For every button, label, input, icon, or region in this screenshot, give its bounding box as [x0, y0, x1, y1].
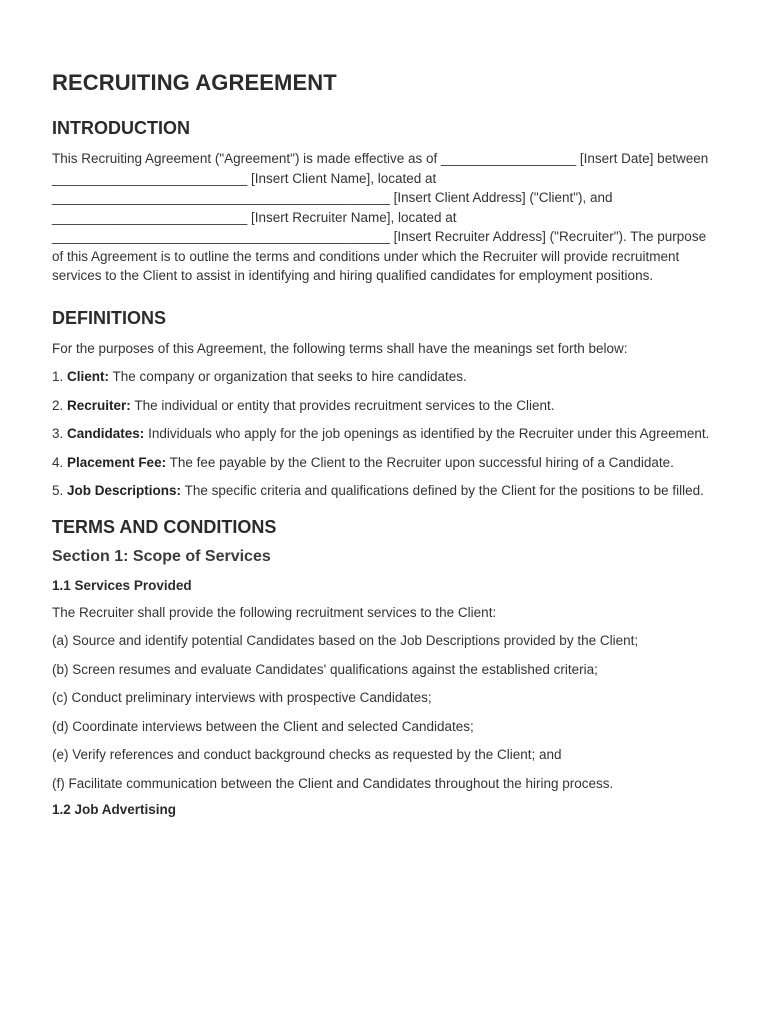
- clause-1-1-heading: 1.1 Services Provided: [52, 577, 192, 593]
- definition-term: Job Descriptions:: [67, 483, 182, 498]
- terms-heading: TERMS AND CONDITIONS: [52, 516, 277, 537]
- definition-item-job-descriptions: [52, 481, 718, 501]
- definitions-section: [52, 308, 718, 501]
- definition-number: 2.: [52, 397, 64, 413]
- introduction-paragraph: This Recruiting Agreement ("Agreement") is made effective as of __________________ [Insert Date] between __________________________ [Insert Client Name], located at _____________________________________________ [Insert Client Address] ("Client"), and __________________________ [Insert Recruiter Name], located at _____________________________________________ [Insert Recruiter Address] ("Recruiter"). The purpose of this Agreement is to outline the terms and conditions under which the Recruiter will provide recruitment services to the Client to assist in identifying and hiring qualified candidates for employment positions.: [52, 151, 709, 283]
- service-item-c: (c) Conduct preliminary interviews with prospective Candidates;: [52, 690, 432, 705]
- service-item-e: (e) Verify references and conduct background checks as requested by the Client; and: [52, 747, 562, 762]
- clause-1-2-heading: 1.2 Job Advertising: [52, 802, 177, 817]
- terms-section: [52, 517, 718, 818]
- section-1-heading: Section 1: Scope of Services: [52, 547, 271, 565]
- definition-number: 5.: [52, 483, 64, 498]
- definition-term: Placement Fee:: [67, 454, 167, 470]
- definition-text: Individuals who apply for the job openings as identified by the Recruiter under this Agreement.: [148, 426, 710, 441]
- service-item-d: (d) Coordinate interviews between the Client and selected Candidates;: [52, 718, 474, 734]
- definition-item-placement-fee: [52, 453, 718, 473]
- definition-term: Recruiter:: [67, 397, 131, 413]
- definitions-intro: For the purposes of this Agreement, the following terms shall have the meanings set forth below:: [52, 340, 628, 356]
- definition-number: 1.: [52, 369, 64, 384]
- definitions-heading: DEFINITIONS: [52, 307, 167, 328]
- definition-text: The company or organization that seeks to hire candidates.: [112, 369, 467, 384]
- clause-1-1-intro: The Recruiter shall provide the following recruitment services to the Client:: [52, 604, 497, 620]
- service-item-f: (f) Facilitate communication between the Client and Candidates throughout the hiring process.: [52, 775, 614, 791]
- definition-item-candidates: [52, 424, 718, 444]
- definition-term: Candidates:: [67, 426, 145, 441]
- service-item-a: (a) Source and identify potential Candidates based on the Job Descriptions provided by the Client;: [52, 633, 639, 648]
- definition-item-client: [52, 367, 718, 387]
- definition-term: Client:: [67, 369, 110, 384]
- definition-number: 4.: [52, 454, 64, 470]
- definition-item-recruiter: [52, 396, 718, 416]
- definition-text: The individual or entity that provides recruitment services to the Client.: [134, 397, 555, 413]
- definition-text: The fee payable by the Client to the Recruiter upon successful hiring of a Candidate.: [169, 454, 674, 470]
- introduction-heading: INTRODUCTION: [52, 118, 190, 138]
- definition-number: 3.: [52, 426, 64, 441]
- definition-text: The specific criteria and qualifications defined by the Client for the positions to be filled.: [184, 483, 704, 498]
- service-item-b: (b) Screen resumes and evaluate Candidates' qualifications against the established criteria;: [52, 661, 598, 677]
- document-title: RECRUITING AGREEMENT: [52, 70, 337, 95]
- introduction-section: [52, 118, 718, 286]
